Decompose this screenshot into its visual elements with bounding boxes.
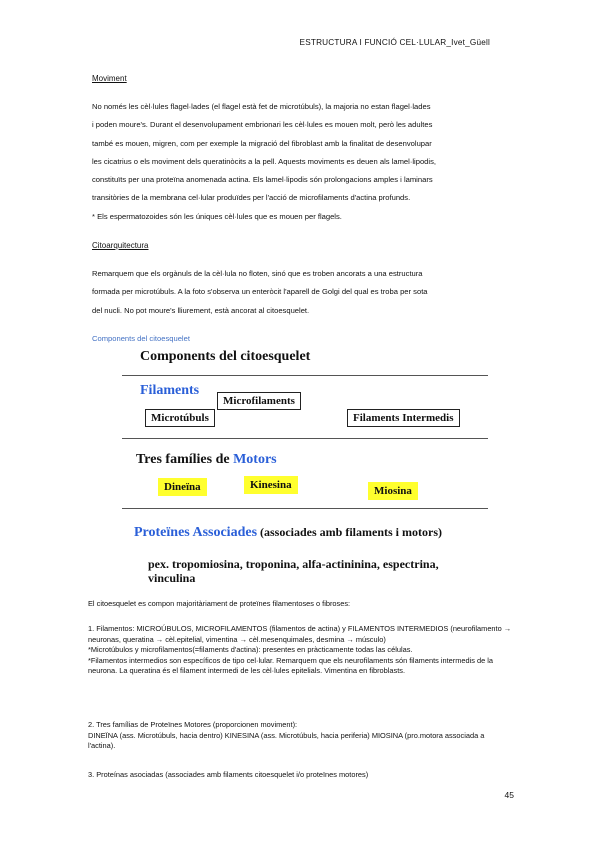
summary-item-2-title: 2. Tres famílias de Proteïnes Motores (proporcionen moviment):: [88, 720, 298, 729]
paragraph-line: les cicatrius o els moviment dels queratinòcits a la pell. Aquests moviments es deuen als lamel·lipodis,: [92, 156, 436, 166]
box-microfilaments: Microfilaments: [217, 392, 301, 410]
cytoskeleton-figure: [120, 345, 490, 585]
proteins-heading-suffix: (associades amb filaments i motors): [257, 525, 442, 539]
summary-note-1: *Microtúbulos y microfilamentos(=filaments d'actina): presentes en pràcticamente todas las células.: [88, 645, 413, 655]
citoarquitectura-paragraph: [92, 265, 510, 320]
divider: [122, 508, 488, 509]
paragraph-line: Remarquem que els orgànuls de la cèl·lula no floten, sinó que es troben ancorats a una estructura: [92, 269, 423, 278]
label-miosina: Miosina: [368, 482, 418, 500]
proteins-examples: pex. tropomiosina, troponina, alfa-actininina, espectrina, vinculina: [148, 557, 439, 585]
box-microtubuls: Microtúbuls: [145, 409, 215, 427]
divider: [122, 375, 488, 376]
motors-heading-accent: Motors: [233, 452, 277, 467]
proteins-heading: [134, 525, 442, 541]
paragraph-line: també es mouen, migren, com per exemple la migració del fibroblast amb la finalitat de desenvolupar: [92, 138, 432, 148]
section-title-moviment: Moviment: [92, 74, 127, 83]
summary-item-3: 3. Proteínas asociadas (associades amb filaments citoesquelet i/o proteïnes motores): [88, 770, 369, 779]
section-title-citoarquitectura: Citoarquitectura: [92, 241, 149, 250]
summary-item-2-body: DINEÏNA (ass. Microtúbuls, hacia dentro) KINESINA (ass. Microtúbuls, hacia periferia) MIOSINA (pro.motora associada a l'actina).: [88, 730, 485, 751]
paragraph-line: i poden moure's. Durant el desenvolupament embrionari les cèl·lules es mouen molt, però les adultes: [92, 120, 433, 130]
summary-intro: El citoesquelet es compon majoritàriament de proteïnes filamentoses o fibroses:: [88, 599, 351, 608]
summary-block-1: [88, 624, 512, 677]
figure-title: Components del citoesquelet: [140, 349, 311, 364]
moviment-paragraph: [92, 98, 510, 226]
divider: [122, 438, 488, 439]
paragraph-line: * Els espermatozoides són les úniques cèl·lules que es mouen per flagels.: [92, 211, 342, 221]
paragraph-line: formada per microtúbuls. A la foto s'observa un enteròcit l'aparell de Golgi del qual es troba per sota: [92, 287, 428, 297]
figure-caption: Components del citoesquelet: [92, 334, 190, 343]
proteins-heading-accent: Proteïnes Associades: [134, 525, 258, 540]
label-dineina: Dineïna: [158, 478, 207, 496]
motors-heading: [136, 452, 277, 468]
motors-heading-prefix: Tres famílies de: [136, 452, 234, 467]
paragraph-line: constituïts per una proteïna anomenada actina. Els lamel·lipodis són prolongacions amples i laminars: [92, 175, 433, 185]
paragraph-line: No només les cèl·lules flagel·lades (el flagel està fet de microtúbuls), la majoria no estan flagel·lades: [92, 102, 431, 111]
summary-item-1: 1. Filamentos: MICROÚBULOS, MICROFILAMENTOS (filamentos de actina) y FILAMENTOS INTERMEDIOS (neurofilamento → neuronas, queratina → cèl.epitelial, vimentina → cèl.mesenquimales, desmina → músculo): [88, 624, 512, 644]
running-header: ESTRUCTURA I FUNCIÓ CEL·LULAR_Ivet_Güell: [299, 38, 490, 47]
summary-note-2: *Filamentos intermedios son específicos de tipo cel·lular. Remarquem que els neurofilaments són filaments intermedis de la neurona. La queratina és el filament intermedi de les cèl·lules epitelials. Vimentina en fibroblasts.: [88, 655, 494, 676]
box-filaments-intermedis: Filaments Intermedis: [347, 409, 460, 427]
paragraph-line: del nucli. No pot moure's lliurement, està ancorat al citoesquelet.: [92, 305, 310, 315]
page-number: 45: [504, 790, 514, 800]
summary-block-2: [88, 720, 512, 752]
filaments-heading: Filaments: [140, 383, 200, 398]
label-kinesina: Kinesina: [244, 476, 298, 494]
paragraph-line: transitòries de la membrana cel·lular produïdes per l'acció de microfilaments d'actina profunds.: [92, 193, 411, 203]
